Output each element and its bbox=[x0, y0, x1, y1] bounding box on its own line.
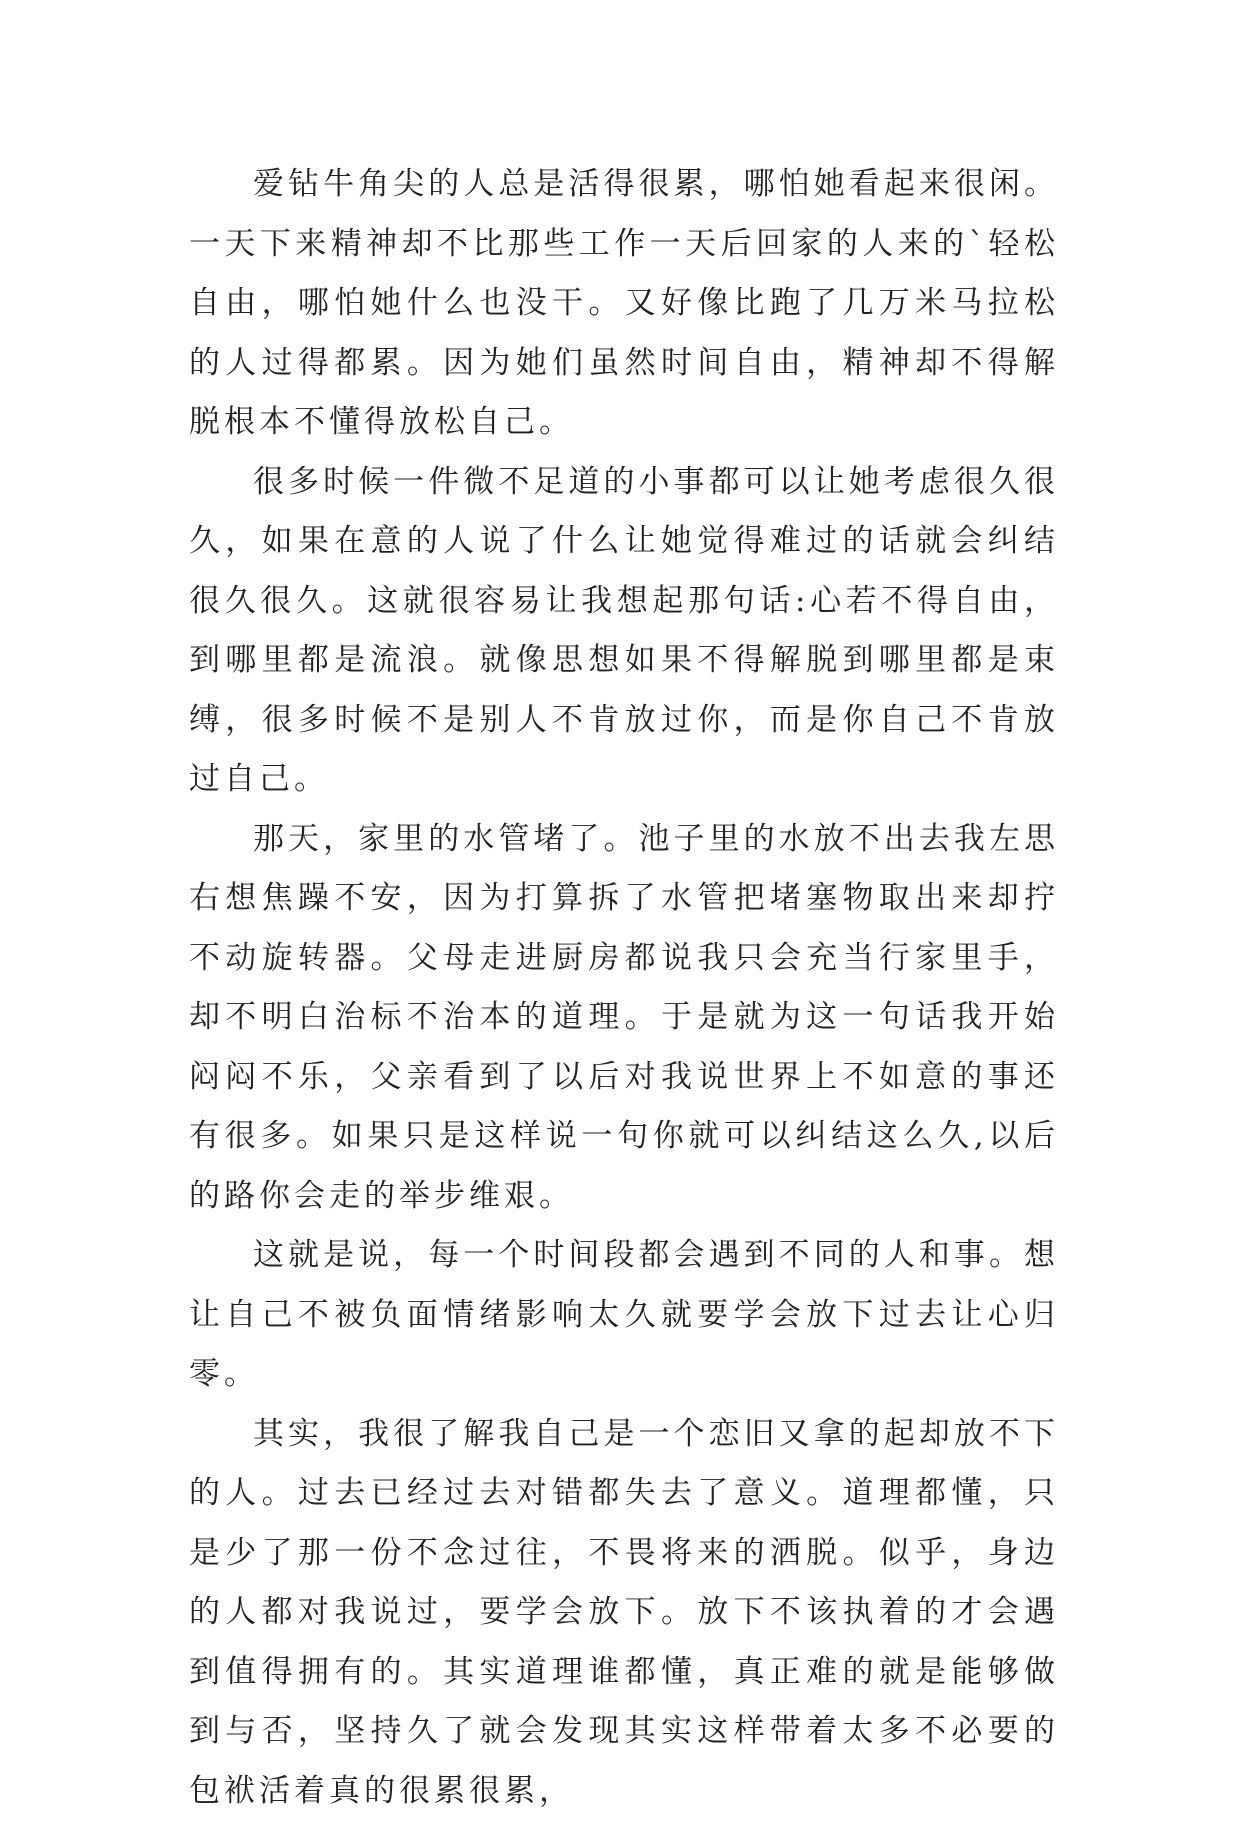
paragraph-3: 那天，家里的水管堵了。池子里的水放不出去我左思右想焦躁不安，因为打算拆了水管把堵塞物取出来却拧不动旋转器。父母走进厨房都说我只会充当行家里手，却不明白治标不治本的道理。于是就为这一句话我开始闷闷不乐，父亲看到了以后对我说世界上不如意的事还有很多。如果只是这样说一句你就可以纠结这么久,以后的路你会走的举步维艰。 bbox=[189, 810, 1059, 1227]
paragraph-2: 很多时候一件微不足道的小事都可以让她考虑很久很久，如果在意的人说了什么让她觉得难过的话就会纠结很久很久。这就很容易让我想起那句话:心若不得自由，到哪里都是流浪。就像思想如果不得解脱到哪里都是束缚，很多时候不是别人不肯放过你，而是你自己不肯放过自己。 bbox=[189, 453, 1059, 810]
document-body bbox=[189, 155, 1059, 1821]
paragraph-4: 这就是说，每一个时间段都会遇到不同的人和事。想让自己不被负面情绪影响太久就要学会放下过去让心归零。 bbox=[189, 1226, 1059, 1405]
paragraph-5: 其实，我很了解我自己是一个恋旧又拿的起却放不下的人。过去已经过去对错都失去了意义。道理都懂，只是少了那一份不念过往，不畏将来的洒脱。似乎，身边的人都对我说过，要学会放下。放下不该执着的才会遇到值得拥有的。其实道理谁都懂，真正难的就是能够做到与否，坚持久了就会发现其实这样带着太多不必要的包袱活着真的很累很累， bbox=[189, 1405, 1059, 1821]
paragraph-1: 爱钻牛角尖的人总是活得很累，哪怕她看起来很闲。一天下来精神却不比那些工作一天后回家的人来的`轻松自由，哪怕她什么也没干。又好像比跑了几万米马拉松的人过得都累。因为她们虽然时间自由，精神却不得解脱根本不懂得放松自己。 bbox=[189, 155, 1059, 453]
